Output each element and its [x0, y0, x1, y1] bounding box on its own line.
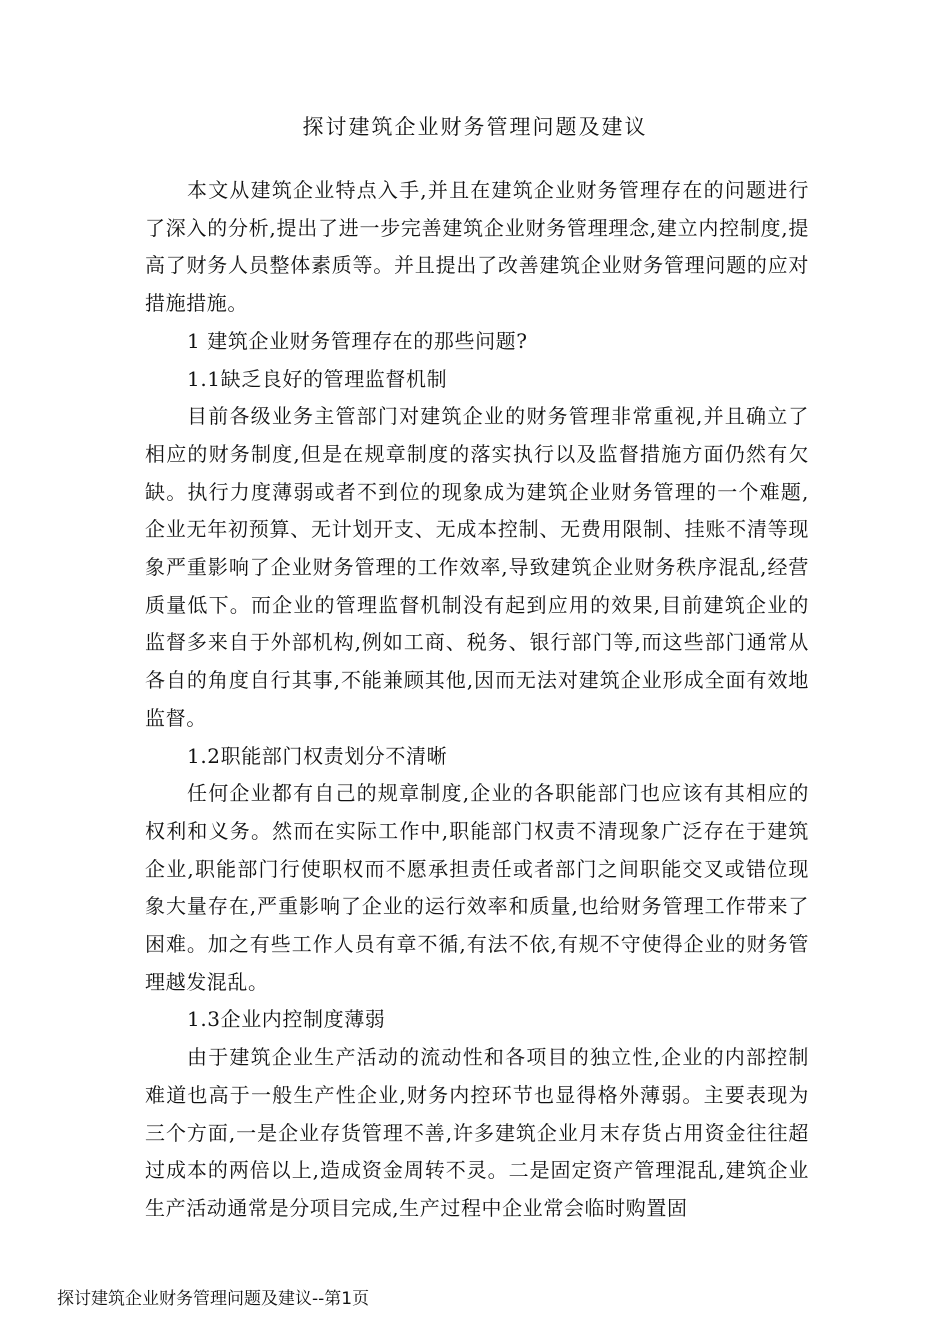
body-paragraph-1-1: 目前各级业务主管部门对建筑企业的财务管理非常重视,并且确立了相应的财务制度,但是在规章制度的落实执行以及监督措施方面仍然有欠缺。执行力度薄弱或者不到位的现象成为建筑企业财务管理的一个难题,企业无年初预算、无计划开支、无成本控制、无费用限制、挂账不清等现象严重影响了企业财务管理的工作效率,导致建筑企业财务秩序混乱,经营质量低下。而企业的管理监督机制没有起到应用的效果,目前建筑企业的监督多来自于外部机构,例如工商、税务、银行部门等,而这些部门通常从各自的角度自行其事,不能兼顾其他,因而无法对建筑企业形成全面有效地监督。 — [145, 404, 809, 730]
body-paragraph-1-3: 由于建筑企业生产活动的流动性和各项目的独立性,企业的内部控制难道也高于一般生产性企业,财务内控环节也显得格外薄弱。主要表现为三个方面,一是企业存货管理不善,许多建筑企业月末存货占用资金往往超过成本的两倍以上,造成资金周转不灵。二是固定资产管理混乱,建筑企业生产活动通常是分项目完成,生产过程中企业常会临时购置固 — [145, 1045, 809, 1220]
subsection-heading-1-2: 1.2职能部门权责划分不清晰 — [187, 743, 448, 768]
subsection-heading-1-1: 1.1缺乏良好的管理监督机制 — [187, 366, 448, 391]
body-paragraph-1-2: 任何企业都有自己的规章制度,企业的各职能部门也应该有其相应的权利和义务。然而在实际工作中,职能部门权责不清现象广泛存在于建筑企业,职能部门行使职权而不愿承担责任或者部门之间职能交叉或错位现象大量存在,严重影响了企业的运行效率和质量,也给财务管理工作带来了困难。加之有些工作人员有章不循,有法不依,有规不守使得企业的财务管理越发混乱。 — [145, 781, 809, 994]
document-body — [145, 172, 809, 1228]
page-footer: 探讨建筑企业财务管理问题及建议--第1页 — [57, 1289, 370, 1309]
document-title: 探讨建筑企业财务管理问题及建议 — [302, 115, 648, 139]
abstract-paragraph: 本文从建筑企业特点入手,并且在建筑企业财务管理存在的问题进行了深入的分析,提出了进一步完善建筑企业财务管理理念,建立内控制度,提高了财务人员整体素质等。并且提出了改善建筑企业财务管理问题的应对措施措施。 — [145, 178, 809, 316]
section-heading-1: 1 建筑企业财务管理存在的那些问题? — [187, 328, 528, 353]
subsection-heading-1-3: 1.3企业内控制度薄弱 — [187, 1007, 386, 1032]
